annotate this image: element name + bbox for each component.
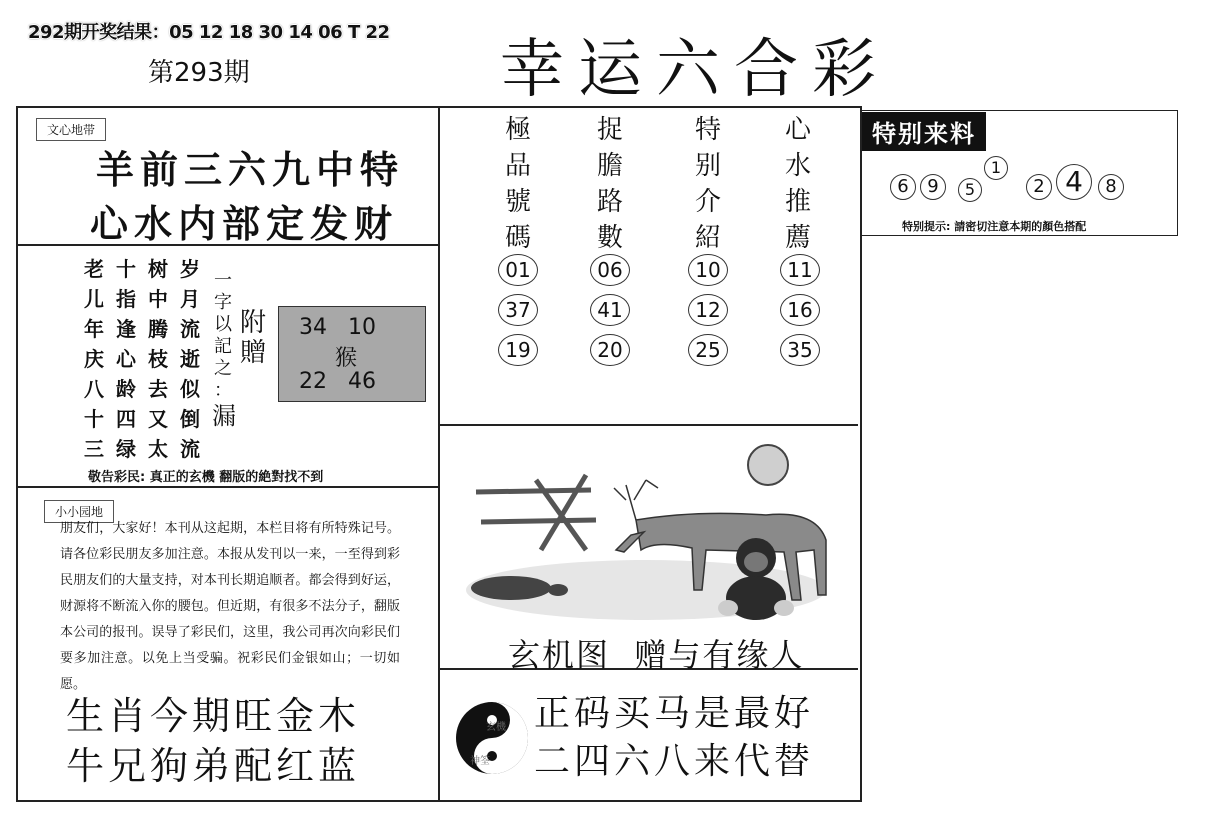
notice-paragraph: 朋友们，大家好！本刊从这起期，本栏目将有所特殊记号。请各位彩民朋友多加注意。本报从发刊以一来，一至得到彩民朋友们的大量支持，对本刊长期追顺者。都会得到好运，财源将不断流入你的腰包。但近期，有很多不法分子，翻版本公司的报刊。误导了彩民们，这里，我公司再次向彩民们要多加注意。以免上当受骗。祝彩民们金银如山；一切如愿。 bbox=[60, 521, 400, 692]
pick-number: 10 bbox=[688, 254, 728, 286]
special-number: 4 bbox=[1056, 164, 1092, 200]
poem-column-2: 十 指 逢 心 龄 四 绿 bbox=[116, 257, 136, 461]
yin-yang-icon bbox=[454, 700, 530, 776]
yin-yang-text-bottom: 神筌 bbox=[470, 756, 490, 767]
pick-number: 12 bbox=[688, 294, 728, 326]
pick-number: 37 bbox=[498, 294, 538, 326]
mystery-illustration bbox=[466, 440, 836, 630]
pick-number: 06 bbox=[590, 254, 630, 286]
pick-number: 20 bbox=[590, 334, 630, 366]
zodiac-line-2: 牛兄狗弟配红蓝 bbox=[66, 744, 361, 788]
right-divider-1 bbox=[438, 424, 858, 426]
sun-drawing bbox=[748, 445, 788, 485]
gift-numbers-top: 34 10 bbox=[299, 315, 376, 340]
pick-number: 01 bbox=[498, 254, 538, 286]
mystery-caption: 玄机图 赠与有缘人 bbox=[508, 636, 805, 674]
pick-number: 19 bbox=[498, 334, 538, 366]
special-number: 9 bbox=[920, 174, 946, 200]
bottom-poem-line-1: 正码买马是最好 bbox=[534, 693, 815, 734]
side-note: 一 字 以 記 之 ： bbox=[214, 270, 232, 401]
special-title: 特别来料 bbox=[862, 112, 986, 151]
last-draw-result: 292期开奖结果：05 12 18 30 14 06 T 22 bbox=[28, 22, 390, 43]
bottom-poem-line-2: 二四六八来代替 bbox=[534, 741, 815, 782]
fence-drawing bbox=[476, 475, 596, 550]
section-tag: 文心地带 bbox=[36, 118, 106, 141]
top-poem-line-1: 羊前三六九中特 bbox=[96, 147, 405, 192]
gift-box bbox=[278, 306, 426, 402]
poem-column-3: 树 中 腾 枝 去 又 太 bbox=[148, 257, 168, 461]
header-recommended: 心 水 推 薦 bbox=[784, 115, 811, 253]
poem-column-4: 岁 月 流 逝 似 倒 流 bbox=[180, 257, 200, 461]
leak-label: 漏 bbox=[212, 402, 236, 430]
gift-numbers-bottom: 22 46 bbox=[299, 369, 376, 394]
pick-number: 11 bbox=[780, 254, 820, 286]
header-courage-numbers: 捉 膽 路 數 bbox=[596, 115, 623, 253]
special-number: 5 bbox=[958, 178, 982, 202]
special-hint: 特别提示: 請密切注意本期的顏色搭配 bbox=[902, 220, 1087, 233]
gift-label: 附 贈 bbox=[240, 308, 267, 368]
poem-column-1: 老 儿 年 庆 八 十 三 bbox=[84, 257, 104, 461]
special-number: 2 bbox=[1026, 174, 1052, 200]
special-number: 8 bbox=[1098, 174, 1124, 200]
warning-text: 敬告彩民: 真正的玄機 翻版的絶對找不到 bbox=[88, 470, 324, 485]
left-divider-2 bbox=[16, 486, 440, 488]
top-poem-line-2: 心水内部定发财 bbox=[90, 201, 399, 246]
notice-tag: 小小园地 bbox=[44, 500, 114, 523]
special-number: 6 bbox=[890, 174, 916, 200]
header-special-intro: 特 别 介 紹 bbox=[694, 115, 721, 253]
poem-grid bbox=[78, 254, 208, 468]
pick-number: 25 bbox=[688, 334, 728, 366]
brand-title: 幸运六合彩 bbox=[500, 33, 890, 107]
pick-number: 35 bbox=[780, 334, 820, 366]
issue-number: 第293期 bbox=[148, 58, 250, 88]
yin-yang-text-top: 玄機 bbox=[486, 722, 506, 733]
header-top-picks: 極 品 號 碼 bbox=[504, 115, 531, 253]
special-number: 1 bbox=[984, 156, 1008, 180]
vertical-divider bbox=[438, 106, 440, 800]
pick-number: 16 bbox=[780, 294, 820, 326]
pick-number: 41 bbox=[590, 294, 630, 326]
gift-zodiac: 猴 bbox=[335, 346, 358, 371]
zodiac-line-1: 生肖今期旺金木 bbox=[66, 694, 361, 738]
